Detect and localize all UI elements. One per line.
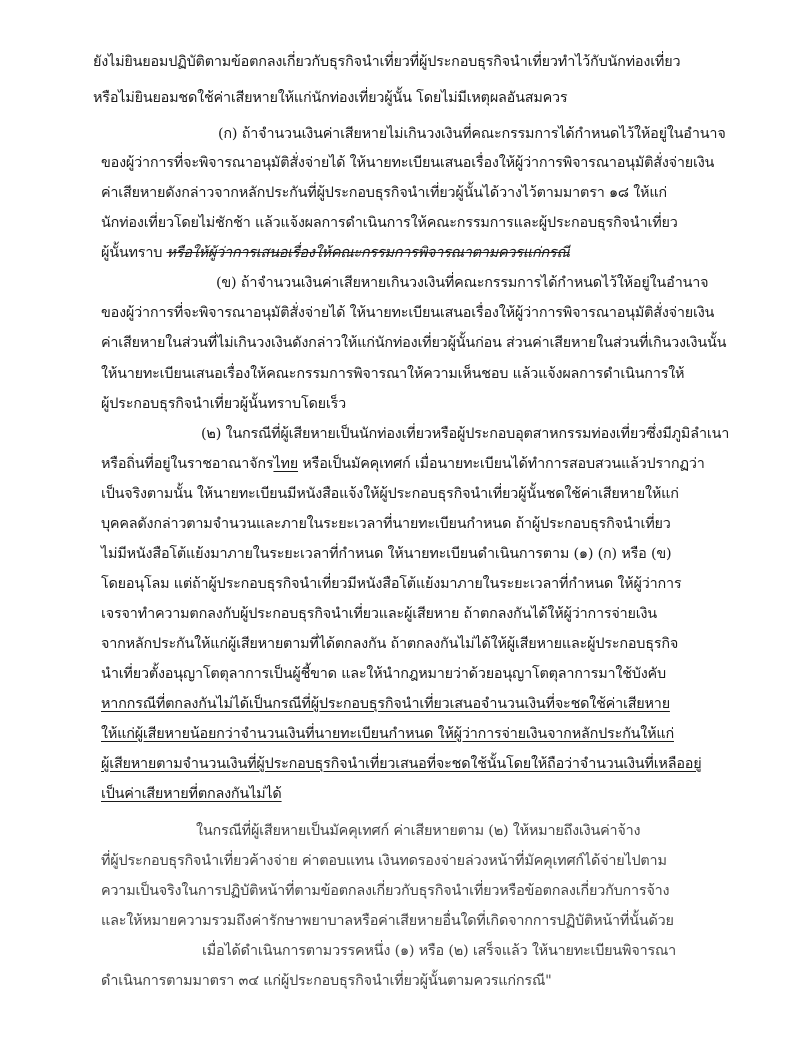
text-line: นักท่องเที่ยวโดยไม่ชักช้า แล้วแจ้งผลการดำเนินการให้คณะกรรมการและผู้ประกอบธุรกิจนำเที่ยว <box>101 215 678 231</box>
text-line: ไม่มีหนังสือโต้แย้งมาภายในระยะเวลาที่กำหนด ให้นายทะเบียนดำเนินการตาม (๑) (ก) หรือ (ข) <box>101 546 672 562</box>
text-segment: หรือถิ่นที่อยู่ในราชอาณาจักร <box>101 456 274 472</box>
final-paragraph-heading-line: เมื่อได้ดำเนินการตามวรรคหนึ่ง (๑) หรือ (๒) เสร็จแล้ว ให้นายทะเบียนพิจารณา <box>202 943 677 959</box>
text-segment: หรือเป็นมัคคุเทศก์ เมื่อนายทะเบียนได้ทำการสอบสวนแล้วปรากฏว่า <box>298 456 705 472</box>
underlined-line: ผู้เสียหายตามจำนวนเงินที่ผู้ประกอบธุรกิจนำเที่ยวเสนอที่จะชดใช้นั้นโดยให้ถือว่าจำนวนเงินที่เหลืออยู่ <box>101 756 702 772</box>
struck-through-text: หรือให้ผู้ว่าการเสนอเรื่องให้คณะกรรมการพิจารณาตามควรแก่กรณี <box>166 245 570 261</box>
text-line: จากหลักประกันให้แก่ผู้เสียหายตามที่ได้ตกลงกัน ถ้าตกลงกันไม่ได้ให้ผู้เสียหายและผู้ประกอบธุรกิจ <box>101 636 679 652</box>
text-line: ของผู้ว่าการที่จะพิจารณาอนุมัติสั่งจ่ายได้ ให้นายทะเบียนเสนอเรื่องให้ผู้ว่าการพิจารณาอนุมัติสั่งจ่ายเงิน <box>101 305 715 321</box>
text-line: และให้หมายความรวมถึงค่ารักษาพยาบาลหรือค่าเสียหายอื่นใดที่เกิดจากการปฏิบัติหน้าที่นั้นด้วย <box>101 913 674 929</box>
text-line: หรือไม่ยินยอมชดใช้ค่าเสียหายให้แก่นักท่องเที่ยวผู้นั้น โดยไม่มีเหตุผลอันสมควร <box>93 90 568 106</box>
text-line: ของผู้ว่าการที่จะพิจารณาอนุมัติสั่งจ่ายได้ ให้นายทะเบียนเสนอเรื่องให้ผู้ว่าการพิจารณาอนุมัติสั่งจ่ายเงิน <box>101 155 715 171</box>
text-line: ค่าเสียหายในส่วนที่ไม่เกินวงเงินดังกล่าวให้แก่นักท่องเที่ยวผู้นั้นก่อน ส่วนค่าเสียหายในส่วนที่เกินวงเงินนั้น <box>101 335 727 351</box>
text-line: ความเป็นจริงในการปฏิบัติหน้าที่ตามข้อตกลงเกี่ยวกับธุรกิจนำเที่ยวหรือข้อตกลงเกี่ยวกับการจ้าง <box>101 883 670 899</box>
underlined-text: ไทย <box>273 456 299 472</box>
text-line: เป็นจริงตามนั้น ให้นายทะเบียนมีหนังสือแจ้งให้ผู้ประกอบธุรกิจนำเที่ยวผู้นั้นชดใช้ค่าเสียหายให้แก่ <box>101 486 679 502</box>
text-line <box>101 243 570 263</box>
clause-b-heading-line: (ข) ถ้าจำนวนเงินค่าเสียหายเกินวงเงินที่คณะกรรมการได้กำหนดไว้ให้อยู่ในอำนาจ <box>216 275 709 291</box>
text-line: โดยอนุโลม แต่ถ้าผู้ประกอบธุรกิจนำเที่ยวมีหนังสือโต้แย้งมาภายในระยะเวลาที่กำหนด ให้ผู้ว่าการ <box>101 576 682 592</box>
underlined-line: เป็นค่าเสียหายที่ตกลงกันไม่ได้ <box>101 786 282 802</box>
text-line: ค่าเสียหายดังกล่าวจากหลักประกันที่ผู้ประกอบธุรกิจนำเที่ยวผู้นั้นได้วางไว้ตามมาตรา ๑๘ ให้แก่ <box>101 185 667 201</box>
underlined-line: หากกรณีที่ตกลงกันไม่ได้เป็นกรณีที่ผู้ประกอบธุรกิจนำเที่ยวเสนอจำนวนเงินที่จะชดใช้ค่าเสียหาย <box>101 696 670 712</box>
text-line: ให้นายทะเบียนเสนอเรื่องให้คณะกรรมการพิจารณาให้ความเห็นชอบ แล้วแจ้งผลการดำเนินการให้ <box>101 366 685 382</box>
underlined-line: ให้แก่ผู้เสียหายน้อยกว่าจำนวนเงินที่นายทะเบียนกำหนด ให้ผู้ว่าการจ่ายเงินจากหลักประกันให้แก่ <box>101 726 674 742</box>
text-line: ยังไม่ยินยอมปฏิบัติตามข้อตกลงเกี่ยวกับธุรกิจนำเที่ยวที่ผู้ประกอบธุรกิจนำเที่ยวทำไว้กับนักท่องเที่ยว <box>93 54 681 70</box>
text-line: ที่ผู้ประกอบธุรกิจนำเที่ยวค้างจ่าย ค่าตอบแทน เงินทดรองจ่ายล่วงหน้าที่มัคคุเทศก์ได้จ่ายไปตาม <box>101 853 667 869</box>
paragraph-guide-heading-line: ในกรณีที่ผู้เสียหายเป็นมัคคุเทศก์ ค่าเสียหายตาม (๒) ให้หมายถึงเงินค่าจ้าง <box>196 823 641 839</box>
text-line: เจรจาทำความตกลงกับผู้ประกอบธุรกิจนำเที่ยวและผู้เสียหาย ถ้าตกลงกันได้ให้ผู้ว่าการจ่ายเงิน <box>101 606 657 622</box>
text-line: ผู้ประกอบธุรกิจนำเที่ยวผู้นั้นทราบโดยเร็ว <box>101 396 346 412</box>
text-line: บุคคลดังกล่าวตามจำนวนและภายในระยะเวลาที่นายทะเบียนกำหนด ถ้าผู้ประกอบธุรกิจนำเที่ยว <box>101 516 671 532</box>
clause-2-heading-line: (๒) ในกรณีที่ผู้เสียหายเป็นนักท่องเที่ยวหรือผู้ประกอบอุตสาหกรรมท่องเที่ยวซึ่งมีภูมิลำเนา <box>201 426 730 442</box>
text-line: ดำเนินการตามมาตรา ๓๔ แก่ผู้ประกอบธุรกิจนำเที่ยวผู้นั้นตามควรแก่กรณี" <box>101 973 552 989</box>
text-segment: ผู้นั้นทราบ <box>101 245 163 261</box>
clause-a-heading-line: (ก) ถ้าจำนวนเงินค่าเสียหายไม่เกินวงเงินที่คณะกรรมการได้กำหนดไว้ให้อยู่ในอำนาจ <box>218 126 726 142</box>
text-line: นำเที่ยวตั้งอนุญาโตตุลาการเป็นผู้ชี้ขาด และให้นำกฎหมายว่าด้วยอนุญาโตตุลาการมาใช้บังคับ <box>101 666 666 682</box>
text-line <box>101 454 705 474</box>
